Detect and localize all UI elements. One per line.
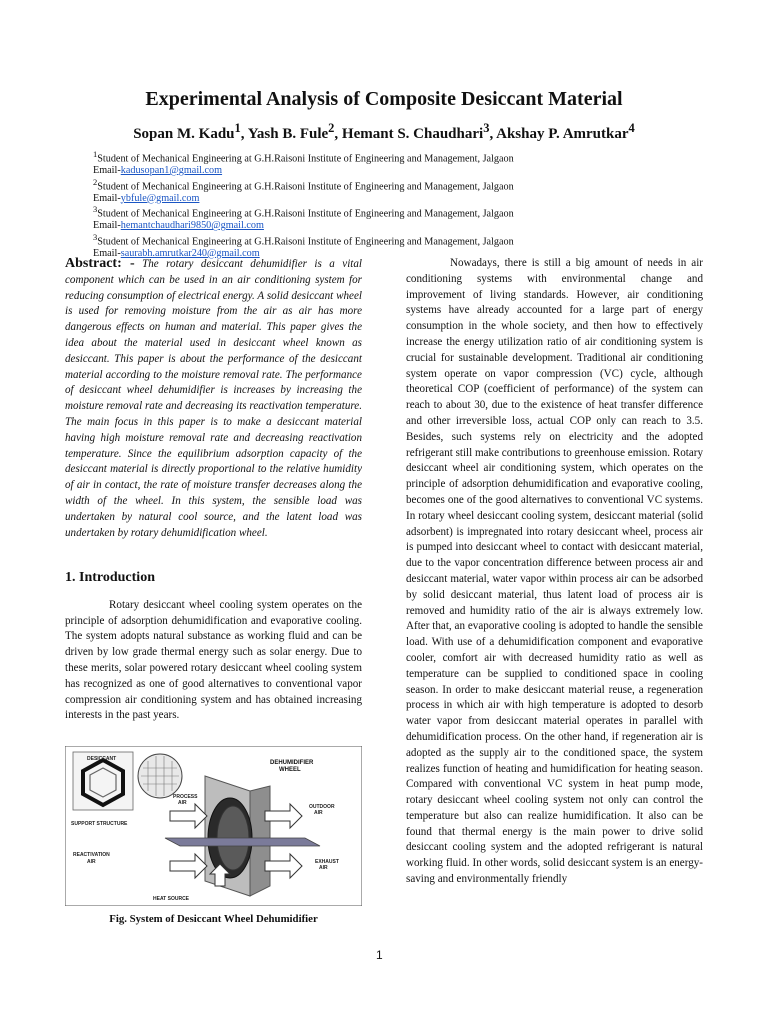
email-link[interactable]: saurabh.amrutkar240@gmail.com	[120, 247, 260, 259]
email-line: Email-saurabh.amrutkar240@gmail.com	[93, 247, 260, 259]
affiliations	[93, 149, 563, 259]
label-exhaust: EXHAUST	[315, 859, 339, 865]
author-superscript: 3	[483, 121, 490, 135]
author-name: Akshay P. Amrutkar	[496, 126, 629, 142]
affiliation-line: $^3$Student of Mechanical Engineering at G.H.Raisoni Institute of Engineering and Management, Jalgaon	[93, 231, 514, 248]
label-process-air: AIR	[178, 800, 187, 806]
section-number: 1.	[65, 570, 76, 585]
figure-diagram	[65, 746, 362, 906]
author-superscript: 2	[328, 121, 335, 135]
label-wheel: WHEEL	[279, 767, 301, 773]
label-reactivation: REACTIVATION	[73, 852, 110, 858]
email-link[interactable]: hemantchaudhari9850@gmail.com	[120, 220, 264, 232]
author-name: Hemant S. Chaudhari	[341, 126, 484, 142]
desiccant-wheel-figure	[65, 746, 362, 906]
label-reactivation-air: AIR	[87, 859, 96, 865]
label-outdoor: OUTDOOR	[309, 804, 335, 810]
label-outdoor-air: AIR	[314, 810, 323, 816]
email-line: Email-ybfule@gmail.com	[93, 192, 200, 204]
affiliation-line: $^2$Student of Mechanical Engineering at G.H.Raisoni Institute of Engineering and Management, Jalgaon	[93, 176, 514, 192]
label-dehumidifier: DEHUMIDIFIER	[270, 760, 314, 766]
email-link[interactable]: ybfule@gmail.com	[120, 192, 200, 204]
email-link[interactable]: kadusopan1@gmail.com	[120, 164, 223, 176]
affiliation-line: $^3$Student of Mechanical Engineering at G.H.Raisoni Institute of Engineering and Management, Jalgaon	[93, 204, 514, 220]
email-line: Email-hemantchaudhari9850@gmail.com	[93, 220, 264, 232]
label-exhaust-air: AIR	[319, 865, 328, 871]
author-superscript: 1	[234, 121, 241, 135]
body-paragraph: Nowadays, there is still a big amount of needs in air conditioning systems with environmental change and improvement of living standards. However, air conditioning systems have already accounted for a large part of energy consumption in the whole society, and then how to effectively increase the energy utilization ratio of air conditioning system is crucial for sustainable development. Traditional air conditioning system operate on vapor compression (VC) cycle, although theoretical COP (coefficient of performance) of the system can reach to about 30, due to the existence of heat transfer difference and other irreversible loss, actual COP only can reach to 3.5. Besides, such systems rely on electricity and the adopted refrigerant still make contributions to greenhouse emission. Rotary desiccant wheel air conditioning system, which operates on the principle of adsorption dehumidification and evaporative cooling, becomes one of the good alternatives to conventional VC systems. In rotary wheel desiccant cooling system, desiccant material (solid adsorbent) is impregnated into rotary desiccant wheel, process air is pumped into desiccant wheel to contact with desiccant material, due to the vapor concentration difference between process air and desiccant material, water vapor within process air can be adsorbed by solid desiccant material, thus latent load of process air is removed and humidity ratio of the air is always extremely low. After that, an evaporative cooling is adopted to handle the sensible load. With use of a dehumidification component and evaporative cooler, comfort air with decreased humidity ratio as well as temperature can be supplied to conditioned space in cooling season. In order to make desiccant material reuse, a regeneration process in which air with high temperature is adopted to desorb water vapor from desiccant material operates in parallel with dehumidification process. On the other hand, if regeneration air is adopted as the supply air to the conditioned space, the system realizes function of heating and humidification for heating season. Compared with conventional VC system in heat pump mode, rotary desiccant wheel cooling system not only can control the temperature but also can realize humidification. It also can be found that thermal energy is the main power to drive solid desiccant cooling system and the adopted refrigerant is natural working fluid. In other words, solid desiccant system is an energy-saving and environmentally friendly	[406, 257, 703, 886]
section-heading: Introduction	[79, 570, 155, 585]
right-column-text	[406, 256, 703, 888]
abstract-text: The rotary desiccant dehumidifier is a vital component which can be used in an air conditioning system for reducing consumption of electrical energy. A solid desiccant wheel is used for removing moisture from the air as air has more dangerous effects on human and material. This paper gives the idea about the material used in desiccant wheel known as desiccant. This paper is about the performance of the desiccant material according to the moisture removal rate. The performance of desiccant wheel dehumidifier is increases by increasing the moisture removal rate and decreasing its reactivation temperature. The main focus in this paper is to make a desiccant material having high moisture removal rate and decreasing reactivation temperature. Since the equilibrium adsorption capacity of the desiccant material is directly proportional to the relative humidity of air in contact, the rate of moisture transfer decreases along the width of the wheel. In this system, the sensible load was undertaken by natural cool source, and the latent load was undertaken by rotary dehumidification wheel.	[65, 258, 362, 539]
label-heat-source: HEAT SOURCE	[153, 896, 190, 902]
paper-title: Experimental Analysis of Composite Desiccant Material	[145, 88, 623, 110]
author-superscript: 4	[628, 121, 635, 135]
author-list: Sopan M. Kadu$^1$, Yash B. Fule$^2$, Hemant S. Chaudhari$^3$, Akshay P. Amrutkar$^4$	[133, 121, 635, 142]
author-name: Yash B. Fule	[247, 126, 329, 142]
partition-plate	[165, 838, 320, 846]
figure-caption: Fig. System of Desiccant Wheel Dehumidifier	[109, 913, 318, 925]
email-line: Email-kadusopan1@gmail.com	[93, 164, 223, 176]
label-process: PROCESS	[173, 794, 198, 800]
affiliation-line: $^1$Student of Mechanical Engineering at G.H.Raisoni Institute of Engineering and Management, Jalgaon	[93, 149, 514, 165]
page-number: 1	[376, 948, 383, 962]
introduction-section	[65, 570, 362, 724]
label-support-structure: SUPPORT STRUCTURE	[71, 821, 128, 827]
introduction-text: Rotary desiccant wheel cooling system operates on the principle of adsorption dehumidification and evaporative cooling. The system adopts natural substance as working fluid and can be driven by low grade thermal energy such as solar energy. Due to these merits, solar powered rotary desiccant wheel cooling system has recognized as one of good alternatives to conventional vapor compression air conditioning system and has obtained increasing interests in the past years.	[65, 598, 362, 722]
abstract-block	[65, 256, 362, 541]
abstract-heading: Abstract: -	[65, 256, 135, 271]
label-desiccant: DESICCANT	[87, 756, 117, 762]
author-name: Sopan M. Kadu	[133, 126, 235, 142]
